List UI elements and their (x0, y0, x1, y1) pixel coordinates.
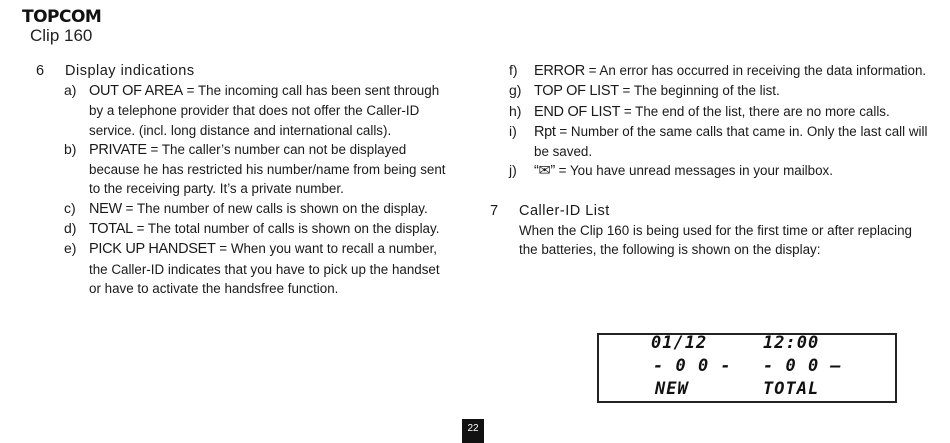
brand-logo: TOPCOM (22, 7, 102, 27)
item-text: = An error has occurred in receiving the data information. (584, 63, 927, 78)
item-letter: h) (509, 102, 522, 119)
item-body (534, 81, 930, 101)
section-title: Caller-ID List (519, 202, 610, 219)
item-text: = The beginning of the list. (618, 83, 780, 99)
item-letter: d) (64, 220, 77, 237)
item-letter: i) (509, 122, 517, 139)
list-item (64, 199, 446, 219)
section-7 (490, 201, 930, 260)
section-title: Display indications (65, 63, 195, 79)
item-letter: a) (64, 82, 77, 98)
item-text: = The end of the list, there are no more calls. (620, 103, 890, 119)
item-body (534, 161, 930, 181)
right-column (490, 61, 930, 259)
section-7-text (519, 221, 924, 260)
item-term: Rpt (534, 123, 556, 140)
item-body (534, 102, 930, 122)
list-item (490, 102, 930, 122)
list-item (64, 219, 446, 239)
list-item (64, 81, 446, 140)
item-text: = The total number of calls is shown on the display. (132, 221, 440, 237)
item-term: NEW (89, 200, 122, 217)
item-body (89, 239, 446, 298)
item-text: = When you want to recall a number, the Caller-ID indicates that you have to pick up the handset or have to activate the handsfree function. (89, 241, 440, 296)
list-item (64, 239, 446, 298)
item-body (89, 219, 446, 239)
item-body (534, 122, 930, 162)
item-term: TOP OF LIST (534, 83, 619, 100)
lcd-total-count: - 0 0 – (763, 356, 842, 376)
item-text: = The caller’s number can not be displayed because he has restricted his number/name from being sent to the receiving party. It’s a private number. (89, 141, 446, 197)
item-letter: e) (64, 240, 77, 257)
item-term: PICK UP HANDSET (89, 241, 216, 258)
left-column (36, 61, 446, 298)
mail-icon: “✉” (534, 163, 555, 180)
item-term: TOTAL (89, 221, 133, 238)
section-7-paragraph: When the Clip 160 is being used for the first time or after replacing the batteries, the following is shown on the display: (519, 222, 912, 258)
item-letter: b) (64, 140, 77, 157)
list-item (490, 61, 930, 81)
model-name: Clip 160 (30, 26, 93, 45)
item-body (89, 199, 446, 219)
item-letter: g) (509, 82, 522, 99)
item-term: END OF LIST (534, 103, 621, 120)
item-letter: c) (64, 199, 76, 216)
list-item (490, 81, 930, 101)
item-body (89, 140, 446, 199)
item-term: PRIVATE (89, 141, 147, 158)
item-body (89, 81, 446, 140)
list-item (490, 161, 930, 181)
lcd-date: 01/12 (651, 333, 708, 353)
page-number: 22 (462, 419, 484, 443)
section-6-heading (36, 61, 446, 81)
item-body (534, 61, 930, 81)
lcd-total-label: TOTAL (763, 379, 820, 399)
item-text: = The number of new calls is shown on the display. (121, 200, 428, 216)
lcd-new-label: NEW (655, 379, 689, 399)
item-text: = Number of the same calls that came in. Only the last call will be saved. (534, 123, 928, 160)
lcd-display (597, 333, 897, 403)
item-letter: j) (509, 162, 517, 179)
section-number: 7 (490, 202, 499, 219)
item-term: ERROR (534, 63, 585, 79)
item-letter: f) (509, 62, 518, 78)
header (22, 8, 101, 46)
list-item (490, 122, 930, 162)
item-term: OUT OF AREA (89, 83, 183, 99)
lcd-new-count: - 0 0 - (653, 356, 732, 376)
list-item (64, 140, 446, 199)
item-text: = The incoming call has been sent through by a telephone provider that does not offer the Caller-ID service. (incl. long distance and international calls). (89, 83, 440, 138)
section-number: 6 (36, 63, 45, 79)
section-7-heading (490, 201, 930, 221)
item-text: = You have unread messages in your mailbox. (554, 163, 833, 179)
lcd-time: 12:00 (763, 333, 820, 353)
